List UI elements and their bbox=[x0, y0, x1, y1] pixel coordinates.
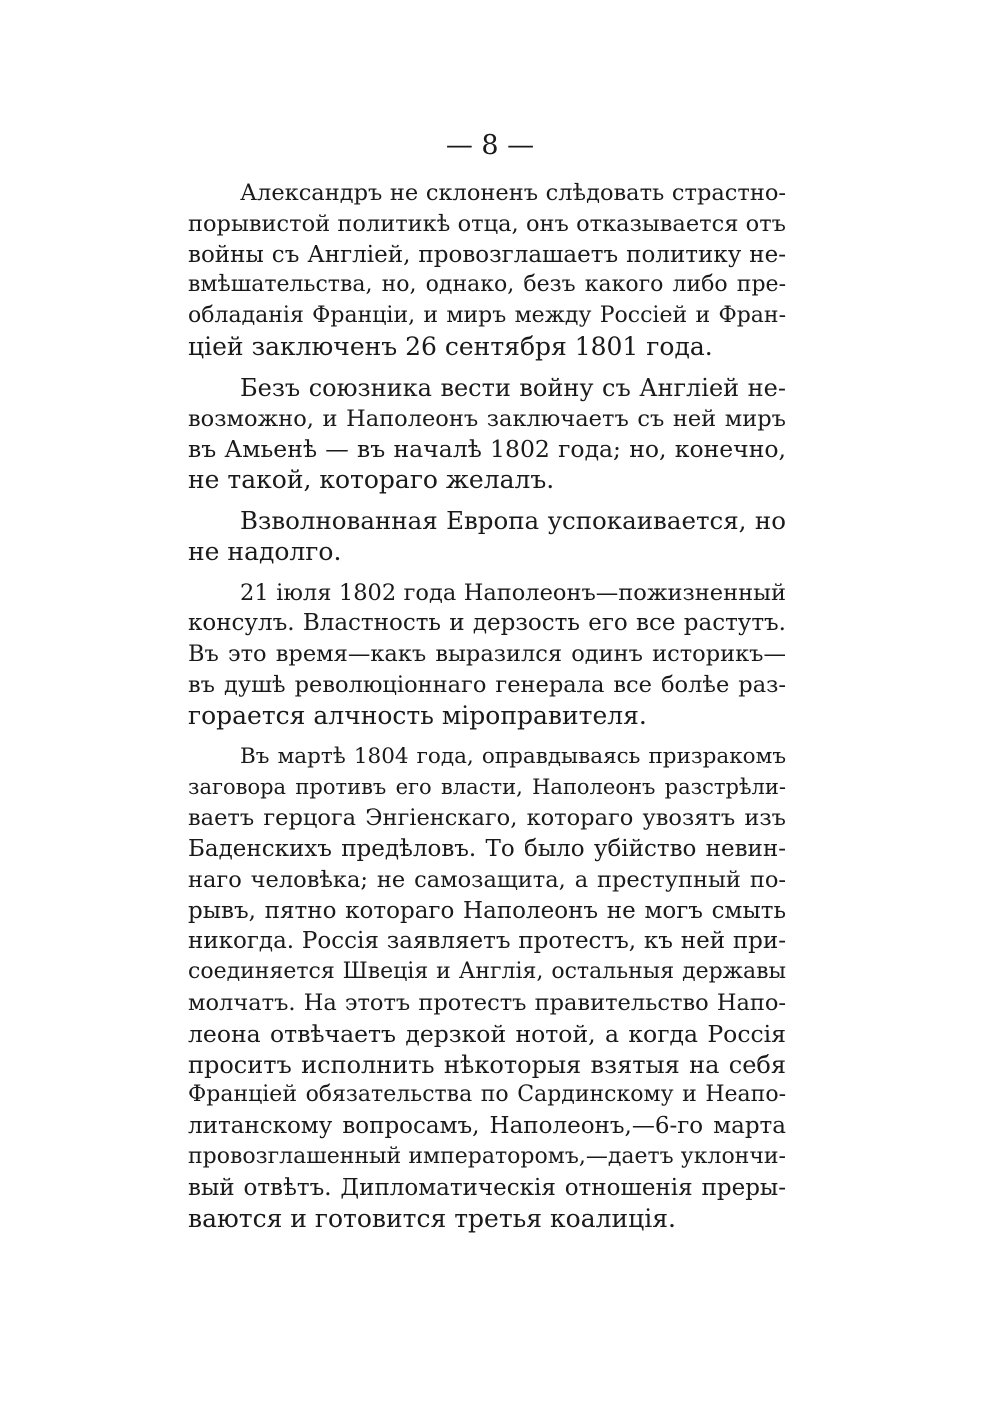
text-line: ваетъ герцога Энгiенскаго, котораго увозятъ изъ bbox=[188, 805, 786, 832]
text-line: провозглашенный императоромъ,—даетъ уклончи- bbox=[188, 1143, 786, 1169]
text-line: литанскому вопросамъ, Наполеонъ,—6-го марта bbox=[188, 1113, 786, 1140]
text-line: ваются и готовится третья коалицiя. bbox=[188, 1203, 676, 1233]
text-line: 21 iюля 1802 года Наполеонъ—пожизненный bbox=[240, 579, 786, 606]
text-line: Взволнованная Европа успокаивается, но bbox=[240, 505, 786, 535]
text-line: войны съ Англiей, провозглашаетъ политику не- bbox=[188, 241, 786, 268]
paragraph bbox=[188, 373, 786, 496]
text-line: цiей заключенъ 26 сентября 1801 года. bbox=[188, 331, 713, 361]
text-line: соединяется Швецiя и Англiя, остальныя державы bbox=[188, 959, 786, 985]
text-line: Безъ союзника вести войну съ Англiей не- bbox=[240, 373, 786, 402]
text-line: возможно, и Наполеонъ заключаетъ съ ней миръ bbox=[188, 405, 786, 432]
text-line: проситъ исполнить нѣкоторыя взятыя на себя bbox=[188, 1050, 786, 1079]
text-line: горается алчность мiроправителя. bbox=[188, 700, 647, 730]
text-line: никогда. Россiя заявляетъ протестъ, къ ней при- bbox=[188, 928, 786, 955]
text-line: въ Амьенѣ — въ началѣ 1802 года; но, конечно, bbox=[188, 435, 786, 464]
text-line: наго человѣка; не самозащита, а преступный по- bbox=[188, 866, 786, 893]
page-number: — 8 — bbox=[445, 130, 535, 161]
text-line: леона отвѣчаетъ дерзкой нотой, а когда Россiя bbox=[188, 1019, 786, 1048]
text-line: вмѣшательства, но, однако, безъ какого либо пре- bbox=[188, 272, 786, 298]
text-line: Въ это время—какъ выразился одинъ историкъ— bbox=[188, 641, 786, 668]
paragraph bbox=[188, 178, 786, 363]
paragraph bbox=[188, 742, 786, 1235]
paragraph bbox=[188, 506, 786, 568]
text-line: въ душѣ революцiоннаго генерала все болѣе раз- bbox=[188, 671, 786, 698]
text-line: Александръ не склоненъ слѣдовать страстно- bbox=[240, 180, 786, 206]
text-line: вый отвѣтъ. Дипломатическiя отношенiя преры- bbox=[188, 1174, 786, 1201]
text-line: Въ мартѣ 1804 года, оправдываясь призракомъ bbox=[240, 743, 786, 769]
book-page bbox=[188, 128, 786, 1244]
text-line: молчатъ. На этотъ протестъ правительство Напо- bbox=[188, 989, 786, 1016]
text-line: Францiей обязательства по Сардинскому и Неапо- bbox=[188, 1082, 786, 1108]
text-line: консулъ. Властность и дерзость его все растутъ. bbox=[188, 610, 786, 637]
text-line: Баденскихъ предѣловъ. То было убiйство невин- bbox=[188, 835, 786, 862]
text-line: заговора противъ его власти, Наполеонъ разстрѣли- bbox=[188, 775, 786, 800]
text-line: не такой, котораго желалъ. bbox=[188, 465, 555, 495]
text-line: обладанiя Францiи, и миръ между Россiей и Фран- bbox=[188, 303, 786, 329]
text-line: рывъ, пятно котораго Наполеонъ не могъ смыть bbox=[188, 897, 786, 924]
paragraph bbox=[188, 578, 786, 732]
body-text bbox=[188, 178, 786, 1234]
text-line: не надолго. bbox=[188, 536, 342, 566]
text-line: порывистой политикѣ отца, онъ отказывается отъ bbox=[188, 210, 786, 237]
